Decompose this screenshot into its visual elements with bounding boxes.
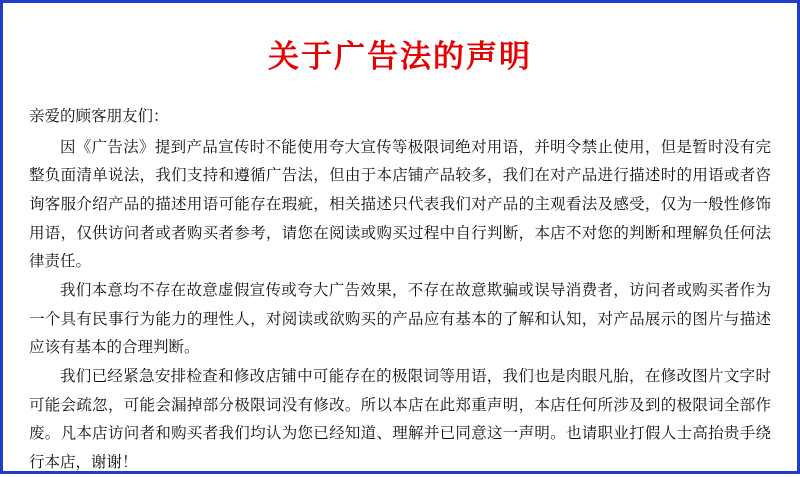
paragraph-2: 我们本意均不存在故意虚假宣传或夸大广告效果，不存在故意欺骗或误导消费者，访问者或购买者作为一个具有民事行为能力的理性人，对阅读或欲购买的产品应有基本的了解和认知，对产品展示的图片与描述应该有基本的合理判断。 bbox=[29, 281, 771, 357]
salutation: 亲爱的顾客朋友们： bbox=[29, 107, 169, 125]
paragraph-3: 我们已经紧急安排检查和修改店铺中可能存在的极限词等用语，我们也是肉眼凡胎，在修改图片文字时可能会疏忽，可能会漏掉部分极限词没有修改。所以本店在此郑重声明，本店任何所涉及到的极限词全部作废。凡本店访问者和购买者我们均认为您已经知道、理解并已同意这一声明。也请职业打假人士高抬贵手绕行本店，谢谢！ bbox=[29, 367, 771, 472]
page-title: 关于广告法的声明 bbox=[268, 39, 532, 75]
paragraph-1: 因《广告法》提到产品宣传时不能使用夸大宣传等极限词绝对用语，并明令禁止使用，但是暂时没有完整负面清单说法，我们支持和遵循广告法，但由于本店铺产品较多，我们在对产品进行描述时的用语或者咨询客服介绍产品的描述用语可能存在瑕疵，相关描述只代表我们对产品的主观看法及感受，仅为一般性修饰用语，仅供访问者或者购买者参考，请您在阅读或购买过程中自行判断，本店不对您的判断和理解负任何法律责任。 bbox=[29, 137, 771, 271]
statement-body bbox=[29, 102, 771, 477]
